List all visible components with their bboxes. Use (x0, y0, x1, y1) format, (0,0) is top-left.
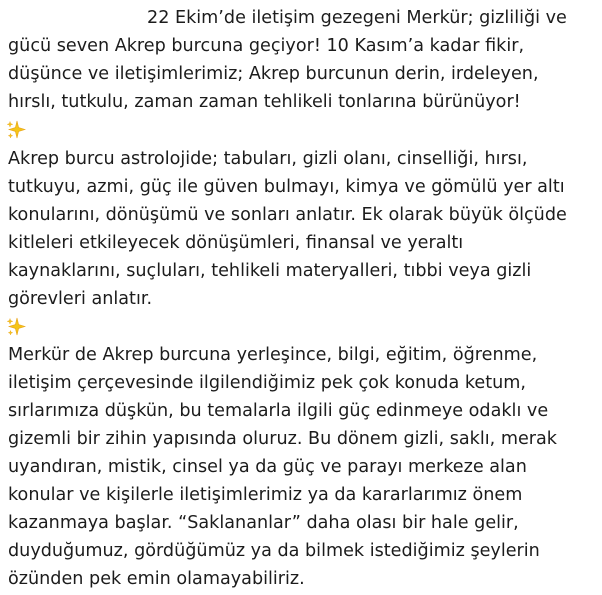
paragraph2-line-5: kaynaklarını, suçluları, tehlikeli materyalleri, tıbbi veya gizli (8, 261, 532, 281)
paragraph2-line-6: görevleri anlatır. (8, 289, 153, 309)
paragraph3-line-9: özünden pek emin olamayabiliriz. (8, 569, 305, 589)
intro-line-1: 22 Ekim’de iletişim gezegeni Merkür; gizliliği ve (147, 8, 567, 28)
paragraph3-line-8: duyduğumuz, gördüğümüz ya da bilmek istediğimiz şeylerin (8, 541, 540, 561)
paragraph2-line-3: konularını, dönüşümü ve sonları anlatır. Ek olarak büyük ölçüde (8, 205, 567, 225)
paragraph3-line-2: iletişim çerçevesinde ilgilendiğimiz pek çok konuda ketum, (8, 373, 527, 393)
intro-line-3: düşünce ve iletişimlerimiz; Akrep burcunun derin, irdeleyen, (8, 64, 539, 84)
paragraph2-line-2: tutkuyu, azmi, güç ile güven bulmayı, kimya ve gömülü yer altı (8, 177, 565, 197)
paragraph3-line-7: kazanmaya başlar. “Saklananlar” daha olası bir hale gelir, (8, 513, 519, 533)
paragraph3-line-1: Merkür de Akrep burcuna yerleşince, bilgi, eğitim, öğrenme, (8, 345, 538, 365)
sparkles-icon (6, 317, 26, 337)
paragraph2-line-4: kitleleri etkileyecek dönüşümleri, finansal ve yeraltı (8, 233, 464, 253)
intro-line-4: hırslı, tutkulu, zaman zaman tehlikeli tonlarına bürünüyor! (8, 92, 521, 112)
paragraph3-line-3: sırlarımıza düşkün, bu temalarla ilgili güç edinmeye odaklı ve (8, 401, 549, 421)
intro-line-2: gücü seven Akrep burcuna geçiyor! 10 Kasım’a kadar fikir, (8, 36, 525, 56)
paragraph2-line-1: Akrep burcu astrolojide; tabuları, gizli olanı, cinselliği, hırsı, (8, 149, 528, 169)
paragraph3-line-5: uyandıran, mistik, cinsel ya da güç ve parayı merkeze alan (8, 457, 527, 477)
paragraph3-line-6: konular ve kişilerle iletişimlerimiz ya da kararlarımız önem (8, 485, 523, 505)
sparkles-icon (6, 120, 26, 140)
paragraph3-line-4: gizemli bir zihin yapısında oluruz. Bu dönem gizli, saklı, merak (8, 429, 557, 449)
